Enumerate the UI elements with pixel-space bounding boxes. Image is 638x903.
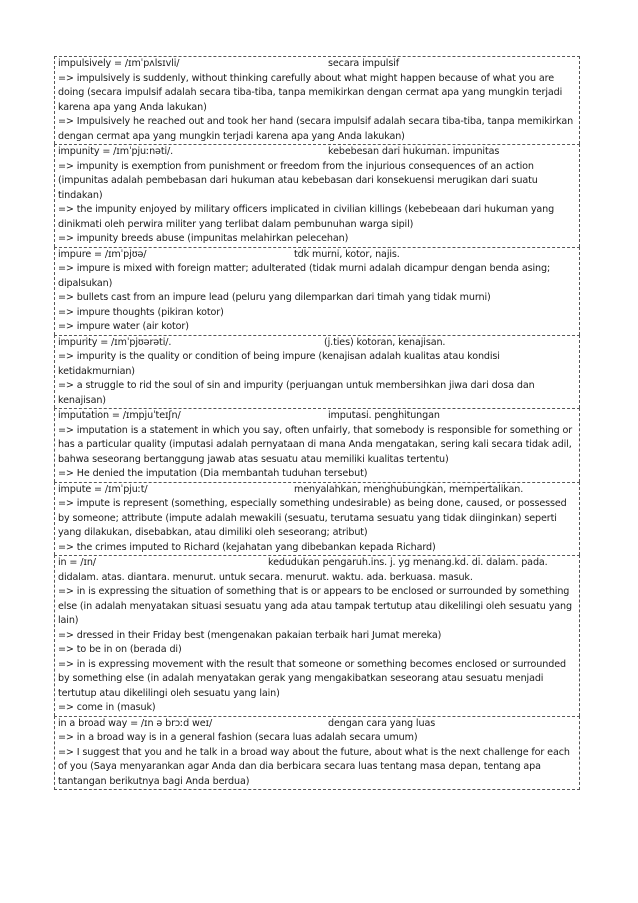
example-line: => impunity breeds abuse (impunitas melahirkan pelecehan) <box>58 233 349 244</box>
translation: (j.ties) kotoran, kenajisan. <box>324 336 446 348</box>
example-line: => Impulsively he reached out and took her hand (secara impulsif adalah secara tiba-tiba, tanpa memikirkan dengan cermat apa yang mungkin terjadi karena apa yang Anda lakukan) <box>58 116 574 142</box>
entry-headline <box>58 145 577 160</box>
example-line: => to be in on (berada di) <box>58 644 182 655</box>
example-line: => bullets cast from an impure lead (peluru yang dilemparkan dari timah yang tidak murni) <box>58 292 491 303</box>
definition-line: => in is expressing the situation of something that is or appears to be enclosed or surrounded by something else (in adalah menyatakan situasi sesuatu yang ada atau tampak tertutup atau dikelilingi oleh sesuatu yang lain) <box>58 586 572 626</box>
headword: impulsively = /ɪmˈpʌlsɪvli/ <box>58 58 180 69</box>
headword: in a broad way = /ɪn ə brɔːd weɪ/ <box>58 717 213 729</box>
headword: impunity = /ɪmˈpjuːnəti/. <box>58 146 174 157</box>
example-line: => the impunity enjoyed by military officers implicated in civilian killings (kebebeaan dari hukuman yang dinikmati oleh perwira militer yang terlibat dalam pembunuhan warga sipil) <box>58 204 555 230</box>
entry-impure <box>54 247 580 335</box>
definition-line: => impute is represent (something, especially something undesirable) as being done, caused, or possessed by someone; attribute (imputе adalah mewakili (sesuatu, terutama sesuatu yang tidak diinginkan) seperti yang dilakukan, disebabkan, atau dimiliki oleh seseorang; atribut) <box>58 498 567 538</box>
entry-headline <box>58 717 577 732</box>
definition-line: => impulsively is suddenly, without thinking carefully about what might happen because of what you are doing (secara impulsif adalah secara tiba-tiba, tanpa memikirkan dengan cermat apa yang mungkin terjadi karena apa yang Anda lakukan) <box>58 72 563 113</box>
example-line: => impure thoughts (pikiran kotor) <box>58 306 224 318</box>
dictionary-document <box>54 56 580 790</box>
translation: tdk murni, kotor, najis. <box>294 248 400 260</box>
translation: imputasi. penghitungan <box>328 410 440 421</box>
entry-impulsively <box>54 56 580 144</box>
translation: menyalahkan, menghubungkan, mempertalikan. <box>294 483 524 495</box>
translation-continued: didalam. atas. diantara. menurut. untuk secara. menurut. waktu. ada. berkuasa. masuk. <box>58 571 473 583</box>
headword: in = /ɪn/ <box>58 557 96 568</box>
entry-impute <box>54 482 580 556</box>
entry-impurity <box>54 335 580 409</box>
example-line: => He denied the imputation (Dia membantah tuduhan tersebut) <box>58 468 368 479</box>
example-line: => come in (masuk) <box>58 702 156 713</box>
translation: dengan cara yang luas <box>328 717 436 729</box>
example-line: => impure water (air kotor) <box>58 321 189 332</box>
entry-headline <box>58 57 577 72</box>
example-line: => the crimes imputed to Richard (kejahatan yang dibebankan kepada Richard) <box>58 541 436 553</box>
entry-headline <box>58 556 577 571</box>
example-line: => dressed in their Friday best (mengenakan pakaian terbaik hari Jumat mereka) <box>58 629 442 641</box>
example-line: => I suggest that you and he talk in a broad way about the future, about what is the next challenge for each of you (Saya menyarankan agar Anda dan dia berbicara secara luas tentang masa depan, tentang apa tantangan berikutnya bagi Anda berdua) <box>58 746 570 787</box>
definition-line: => in is expressing movement with the result that someone or something becomes enclosed or surrounded by something else (in adalah menyatakan gerak yang mengakibatkan seseorang atau sesuatu menjadi tertutup atau dikelilingi oleh sesuatu yang lain) <box>58 658 566 699</box>
definition-line: => impure is mixed with foreign matter; adulterated (tidak murni adalah dicampur dengan benda asing; dipalsukan) <box>58 263 551 289</box>
entry-headline <box>58 248 577 263</box>
entry-in <box>54 555 580 716</box>
entry-impunity <box>54 144 580 247</box>
definition-line: => impurity is the quality or condition of being impure (kenajisan adalah kualitas atau kondisi ketidakmurnian) <box>58 351 500 377</box>
entry-headline <box>58 483 577 498</box>
entry-headline <box>58 409 577 424</box>
translation: kedudukan pengaruh.ins. j. yg menang.kd. di. dalam. pada. <box>268 557 548 568</box>
example-line: => a struggle to rid the soul of sin and impurity (perjuangan untuk membersihkan jiwa dari dosa dan kenajisan) <box>58 380 535 406</box>
entry-in-a-broad-way <box>54 716 580 791</box>
translation: kebebesan dari hukuman. impunitas <box>328 146 500 157</box>
headword: impure = /ɪmˈpjʊə/ <box>58 248 147 260</box>
entry-imputation <box>54 408 580 482</box>
definition-line: => imputation is a statement in which you say, often unfairly, that somebody is responsible for something or has a particular quality (imputasi adalah pernyataan di mana Anda mengatakan, sering kali secara tidak adil, bahwa seseorang bertanggung jawab atas sesuatu atau memiliki kualitas tertentu) <box>58 424 573 465</box>
headword: impute = /ɪmˈpjuːt/ <box>58 483 148 495</box>
translation: secara impulsif <box>328 58 400 69</box>
definition-line: => impunity is exemption from punishment or freedom from the injurious consequences of an action (impunitas adalah pembebasan dari hukuman atau kebebasan dari konsekuensi merugikan dari suatu tindakan) <box>58 160 538 201</box>
headword: imputation = /ɪmpjuˈteɪʃn/ <box>58 410 181 421</box>
headword: impurity = /ɪmˈpjʊərəti/. <box>58 336 172 348</box>
definition-line: => in a broad way is in a general fashion (secara luas adalah secara umum) <box>58 732 418 743</box>
entry-headline <box>58 336 577 351</box>
